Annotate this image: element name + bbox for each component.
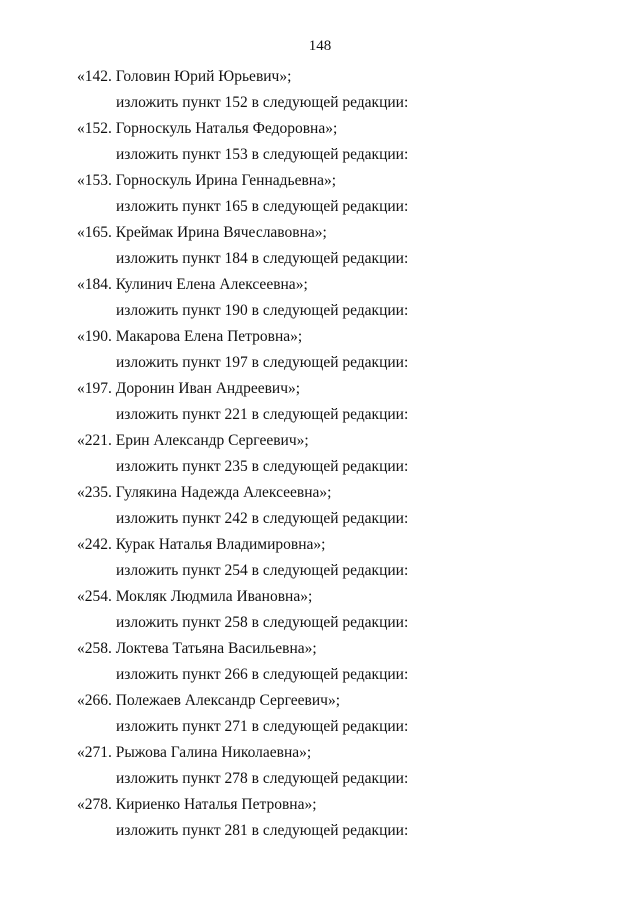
- amendment-entry: «221. Ерин Александр Сергеевич»;: [77, 432, 309, 449]
- amendment-entry: «266. Полежаев Александр Сергеевич»;: [77, 692, 341, 709]
- instruction-line: изложить пункт 235 в следующей редакции:: [116, 458, 409, 475]
- amendment-entry: «152. Горноскуль Наталья Федоровна»;: [77, 120, 338, 137]
- instruction-line: изложить пункт 221 в следующей редакции:: [116, 406, 409, 423]
- instruction-line: изложить пункт 278 в следующей редакции:: [116, 770, 409, 787]
- instruction-line: изложить пункт 258 в следующей редакции:: [116, 614, 409, 631]
- amendment-entry: «235. Гулякина Надежда Алексеевна»;: [77, 484, 332, 501]
- amendment-entry: «153. Горноскуль Ирина Геннадьевна»;: [77, 172, 337, 189]
- amendment-entry: «197. Доронин Иван Андреевич»;: [77, 380, 301, 397]
- instruction-line: изложить пункт 254 в следующей редакции:: [116, 562, 409, 579]
- amendment-entry: «271. Рыжова Галина Николаевна»;: [77, 744, 312, 761]
- instruction-line: изложить пункт 184 в следующей редакции:: [116, 250, 409, 267]
- instruction-line: изложить пункт 153 в следующей редакции:: [116, 146, 409, 163]
- instruction-line: изложить пункт 242 в следующей редакции:: [116, 510, 409, 527]
- amendment-entry: «184. Кулинич Елена Алексеевна»;: [77, 276, 308, 293]
- instruction-line: изложить пункт 190 в следующей редакции:: [116, 302, 409, 319]
- amendment-entry: «242. Курак Наталья Владимировна»;: [77, 536, 326, 553]
- amendment-entry: «278. Кириенко Наталья Петровна»;: [77, 796, 317, 813]
- instruction-line: изложить пункт 197 в следующей редакции:: [116, 354, 409, 371]
- page-number: 148: [308, 38, 332, 54]
- instruction-line: изложить пункт 271 в следующей редакции:: [116, 718, 409, 735]
- document-body: [0, 64, 640, 844]
- instruction-line: изложить пункт 266 в следующей редакции:: [116, 666, 409, 683]
- amendment-entry: «254. Мокляк Людмила Ивановна»;: [77, 588, 313, 605]
- amendment-entry: «190. Макарова Елена Петровна»;: [77, 328, 303, 345]
- amendment-entry: «258. Локтева Татьяна Васильевна»;: [77, 640, 317, 657]
- instruction-line: изложить пункт 152 в следующей редакции:: [116, 94, 409, 111]
- instruction-line: изложить пункт 165 в следующей редакции:: [116, 198, 409, 215]
- amendment-entry: «165. Креймак Ирина Вячеславовна»;: [77, 224, 327, 241]
- amendment-entry: «142. Головин Юрий Юрьевич»;: [77, 68, 292, 85]
- instruction-line: изложить пункт 281 в следующей редакции:: [116, 822, 409, 839]
